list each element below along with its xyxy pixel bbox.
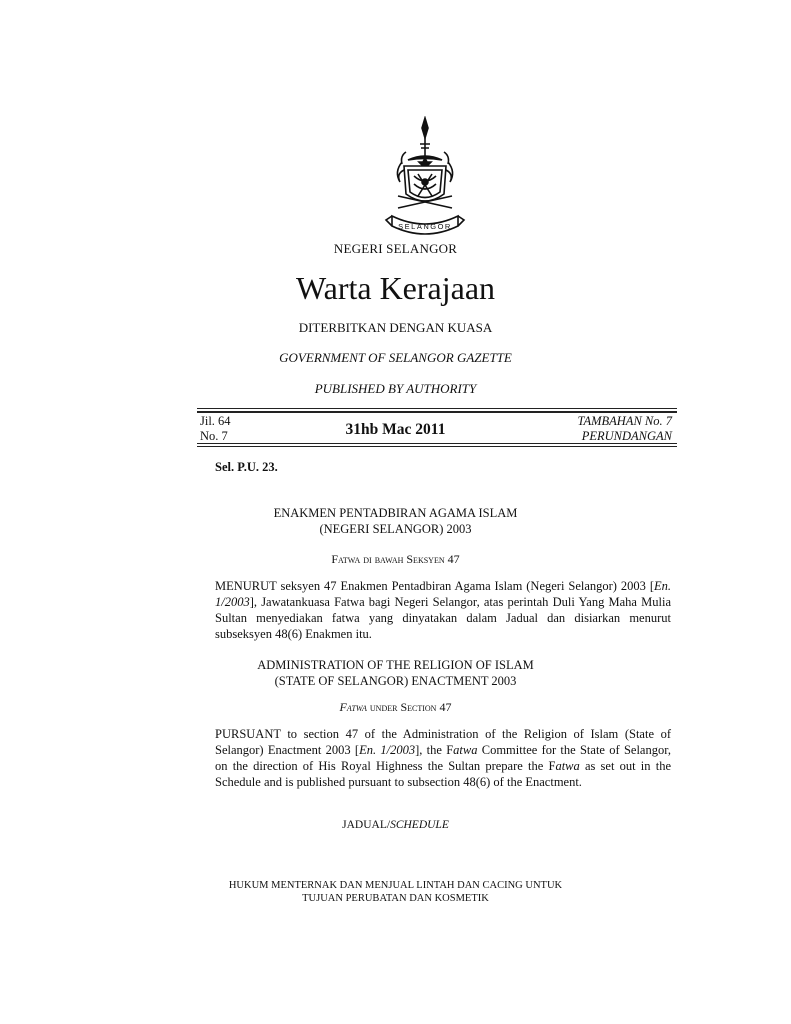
schedule-heading bbox=[0, 819, 791, 831]
crest-ribbon-text: SELANGOR bbox=[398, 222, 452, 231]
issue-date: 31hb Mac 2011 bbox=[345, 421, 446, 438]
gazette-title: Warta Kerajaan bbox=[295, 270, 496, 306]
paragraph-malay-lead: MENURUT seksyen 47 Enakmen Pentadbiran Agama Islam (Negeri Selangor) 2003 [ bbox=[215, 579, 654, 593]
schedule-heading-english: SCHEDULE bbox=[390, 819, 449, 831]
enactment-title-malay-line1: ENAKMEN PENTADBIRAN AGAMA ISLAM bbox=[273, 506, 518, 520]
enactment-title-malay-line2: (NEGERI SELANGOR) 2003 bbox=[319, 522, 472, 536]
enactment-title-english-line2: (STATE OF SELANGOR) ENACTMENT 2003 bbox=[274, 674, 517, 688]
paragraph-english-fatwa2: atwa bbox=[555, 759, 580, 773]
authority-malay: DITERBITKAN DENGAN KUASA bbox=[298, 320, 493, 335]
issue-number: No. 7 bbox=[200, 429, 228, 443]
paragraph-english-mid: ], the F bbox=[415, 743, 454, 757]
ruling-title-line1: HUKUM MENTERNAK DAN MENJUAL LINTAH DAN CACING UNTUK bbox=[228, 880, 563, 891]
header-rule-bottom-thin bbox=[197, 446, 677, 447]
paragraph-english-end: as set out in the Schedule and is published pursuant to subsection 48(6) of the Enactment. bbox=[215, 759, 671, 789]
paragraph-english-lead: PURSUANT to section 47 of the Administration of the Religion of Islam (State of Selangor) Enactment 2003 [ bbox=[215, 727, 671, 757]
gazette-english-title: GOVERNMENT OF SELANGOR GAZETTE bbox=[279, 350, 512, 365]
header-rule-top-thick bbox=[197, 411, 677, 413]
schedule-heading-malay: JADUAL/ bbox=[342, 819, 391, 831]
state-name: NEGERI SELANGOR bbox=[333, 241, 458, 256]
paragraph-english bbox=[215, 726, 671, 790]
enactment-title-malay bbox=[0, 505, 791, 537]
ruling-title-line2: TUJUAN PERUBATAN DAN KOSMETIK bbox=[302, 893, 489, 904]
header-rule-bottom bbox=[197, 443, 677, 444]
ruling-title bbox=[0, 879, 791, 905]
section-heading-rest: under Section 47 bbox=[366, 700, 452, 714]
authority-english: PUBLISHED BY AUTHORITY bbox=[314, 381, 477, 396]
enactment-title-english bbox=[0, 657, 791, 689]
section-heading-english bbox=[0, 700, 791, 715]
paragraph-malay-citation: En. 1/2003 bbox=[215, 579, 671, 609]
paragraph-malay-rest: ], Jawatankuasa Fatwa bagi Negeri Selangor, atas perintah Duli Yang Maha Mulia Sultan menyediakan fatwa yang dinyatakan dalam Jadual dan disiarkan menurut subseksyen 48(6) Enakmen itu. bbox=[215, 595, 671, 641]
volume: Jil. 64 bbox=[200, 414, 231, 428]
paragraph-english-fatwa: atwa bbox=[453, 743, 478, 757]
section-heading-malay: Fatwa di bawah Seksyen 47 bbox=[331, 552, 460, 566]
paragraph-malay bbox=[215, 578, 671, 642]
selangor-crest-icon bbox=[384, 116, 466, 240]
enactment-title-english-line1: ADMINISTRATION OF THE RELIGION OF ISLAM bbox=[257, 658, 534, 672]
header-rule-top bbox=[197, 408, 677, 409]
supplement-block bbox=[577, 414, 672, 444]
notice-reference: Sel. P.U. 23. bbox=[215, 460, 278, 474]
supplement-number: TAMBAHAN No. 7 bbox=[577, 414, 672, 428]
paragraph-english-mid2: Committee for the State of Selangor, on the direction of His Royal Highness the Sultan prepare the F bbox=[215, 743, 672, 773]
paragraph-english-citation: En. 1/2003 bbox=[359, 743, 416, 757]
supplement-category: PERUNDANGAN bbox=[581, 429, 672, 443]
section-heading-fatwa: Fatwa bbox=[339, 700, 367, 714]
